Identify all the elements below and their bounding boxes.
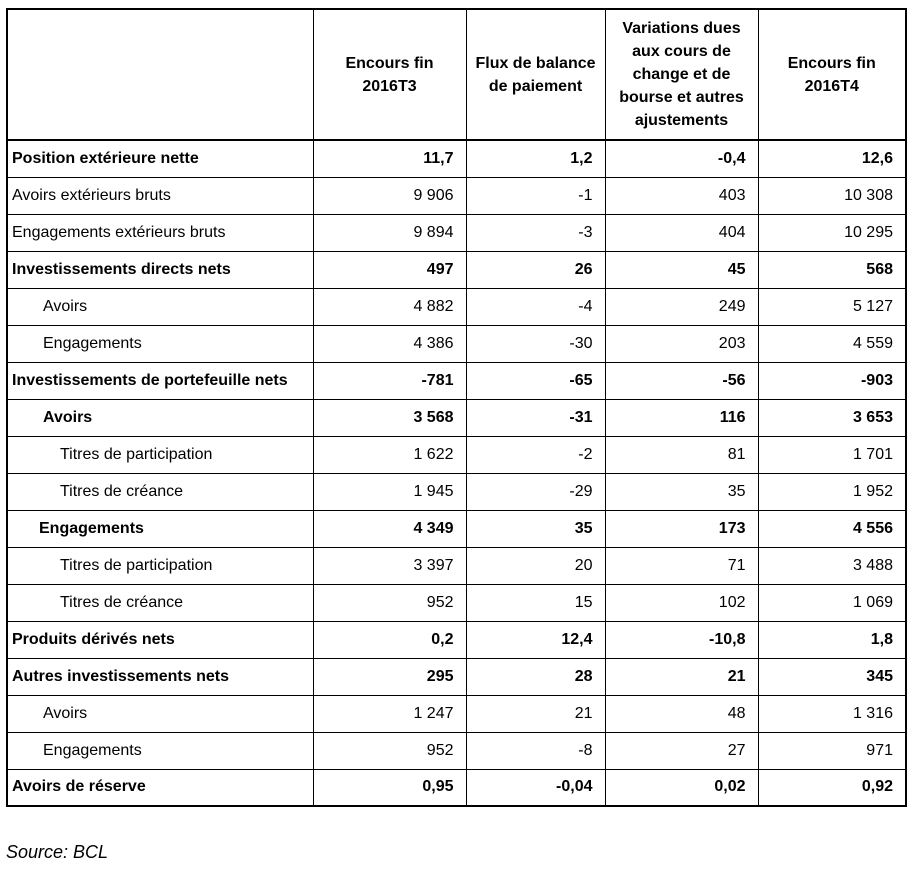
cell-value: 0,95	[313, 769, 466, 806]
cell-value: 15	[466, 584, 605, 621]
cell-value: 4 386	[313, 325, 466, 362]
cell-value: 345	[758, 658, 906, 695]
row-label: Engagements extérieurs bruts	[7, 214, 313, 251]
cell-value: 35	[605, 473, 758, 510]
cell-value: -29	[466, 473, 605, 510]
row-label: Avoirs extérieurs bruts	[7, 177, 313, 214]
cell-value: 71	[605, 547, 758, 584]
cell-value: -65	[466, 362, 605, 399]
cell-value: 10 295	[758, 214, 906, 251]
row-label: Avoirs	[7, 399, 313, 436]
row-label: Autres investissements nets	[7, 658, 313, 695]
row-label: Engagements	[7, 732, 313, 769]
cell-value: 48	[605, 695, 758, 732]
cell-value: -1	[466, 177, 605, 214]
cell-value: 21	[605, 658, 758, 695]
row-label: Engagements	[7, 325, 313, 362]
cell-value: 5 127	[758, 288, 906, 325]
row-label: Titres de participation	[7, 547, 313, 584]
cell-value: 1 701	[758, 436, 906, 473]
cell-value: 403	[605, 177, 758, 214]
table-row	[7, 658, 906, 695]
table-row	[7, 695, 906, 732]
row-label: Avoirs	[7, 288, 313, 325]
cell-value: 971	[758, 732, 906, 769]
cell-value: 568	[758, 251, 906, 288]
table-row	[7, 140, 906, 177]
cell-value: -0,4	[605, 140, 758, 177]
table-row	[7, 177, 906, 214]
cell-value: 27	[605, 732, 758, 769]
cell-value: 249	[605, 288, 758, 325]
cell-value: -0,04	[466, 769, 605, 806]
cell-value: 497	[313, 251, 466, 288]
cell-value: 1 247	[313, 695, 466, 732]
cell-value: 11,7	[313, 140, 466, 177]
table-row	[7, 214, 906, 251]
cell-value: 0,2	[313, 621, 466, 658]
table-row	[7, 473, 906, 510]
cell-value: 0,02	[605, 769, 758, 806]
cell-value: 3 488	[758, 547, 906, 584]
cell-value: 3 397	[313, 547, 466, 584]
cell-value: 20	[466, 547, 605, 584]
table-row	[7, 362, 906, 399]
cell-value: 4 559	[758, 325, 906, 362]
cell-value: 173	[605, 510, 758, 547]
cell-value: -3	[466, 214, 605, 251]
header-variations: Variations dues aux cours de change et de bourse et autres ajustements	[605, 9, 758, 140]
cell-value: 4 882	[313, 288, 466, 325]
row-label: Position extérieure nette	[7, 140, 313, 177]
cell-value: 3 568	[313, 399, 466, 436]
cell-value: -30	[466, 325, 605, 362]
cell-value: 116	[605, 399, 758, 436]
cell-value: 203	[605, 325, 758, 362]
cell-value: -2	[466, 436, 605, 473]
row-label: Investissements directs nets	[7, 251, 313, 288]
table-row	[7, 251, 906, 288]
cell-value: 3 653	[758, 399, 906, 436]
cell-value: -56	[605, 362, 758, 399]
row-label: Titres de participation	[7, 436, 313, 473]
cell-value: 12,4	[466, 621, 605, 658]
cell-value: 12,6	[758, 140, 906, 177]
cell-value: 9 894	[313, 214, 466, 251]
cell-value: 1 622	[313, 436, 466, 473]
cell-value: -10,8	[605, 621, 758, 658]
cell-value: 1,2	[466, 140, 605, 177]
table-row	[7, 732, 906, 769]
table-row	[7, 584, 906, 621]
cell-value: 102	[605, 584, 758, 621]
source-note: Source: BCL	[6, 842, 109, 862]
cell-value: -781	[313, 362, 466, 399]
cell-value: 952	[313, 584, 466, 621]
cell-value: 1 952	[758, 473, 906, 510]
row-label: Avoirs	[7, 695, 313, 732]
table-row	[7, 547, 906, 584]
balance-table	[6, 8, 907, 807]
cell-value: 28	[466, 658, 605, 695]
cell-value: 26	[466, 251, 605, 288]
row-label: Titres de créance	[7, 473, 313, 510]
cell-value: 0,92	[758, 769, 906, 806]
cell-value: 45	[605, 251, 758, 288]
row-label: Produits dérivés nets	[7, 621, 313, 658]
header-empty	[7, 9, 313, 140]
row-label: Investissements de portefeuille nets	[7, 362, 313, 399]
cell-value: 4 556	[758, 510, 906, 547]
cell-value: 1 069	[758, 584, 906, 621]
table-row	[7, 621, 906, 658]
cell-value: 952	[313, 732, 466, 769]
cell-value: -8	[466, 732, 605, 769]
cell-value: 9 906	[313, 177, 466, 214]
table-row	[7, 325, 906, 362]
row-label: Avoirs de réserve	[7, 769, 313, 806]
header-row	[7, 9, 906, 140]
cell-value: 295	[313, 658, 466, 695]
table-row	[7, 399, 906, 436]
header-encours-t4: Encours fin 2016T4	[758, 9, 906, 140]
table-row	[7, 436, 906, 473]
table-row	[7, 288, 906, 325]
cell-value: 4 349	[313, 510, 466, 547]
cell-value: 1 945	[313, 473, 466, 510]
cell-value: 21	[466, 695, 605, 732]
table-row	[7, 769, 906, 806]
cell-value: 81	[605, 436, 758, 473]
row-label: Engagements	[7, 510, 313, 547]
row-label: Titres de créance	[7, 584, 313, 621]
table-row	[7, 510, 906, 547]
cell-value: -31	[466, 399, 605, 436]
cell-value: 35	[466, 510, 605, 547]
header-encours-t3: Encours fin 2016T3	[313, 9, 466, 140]
cell-value: 10 308	[758, 177, 906, 214]
cell-value: 404	[605, 214, 758, 251]
cell-value: -4	[466, 288, 605, 325]
cell-value: 1,8	[758, 621, 906, 658]
header-flux: Flux de balance de paiement	[466, 9, 605, 140]
cell-value: -903	[758, 362, 906, 399]
cell-value: 1 316	[758, 695, 906, 732]
